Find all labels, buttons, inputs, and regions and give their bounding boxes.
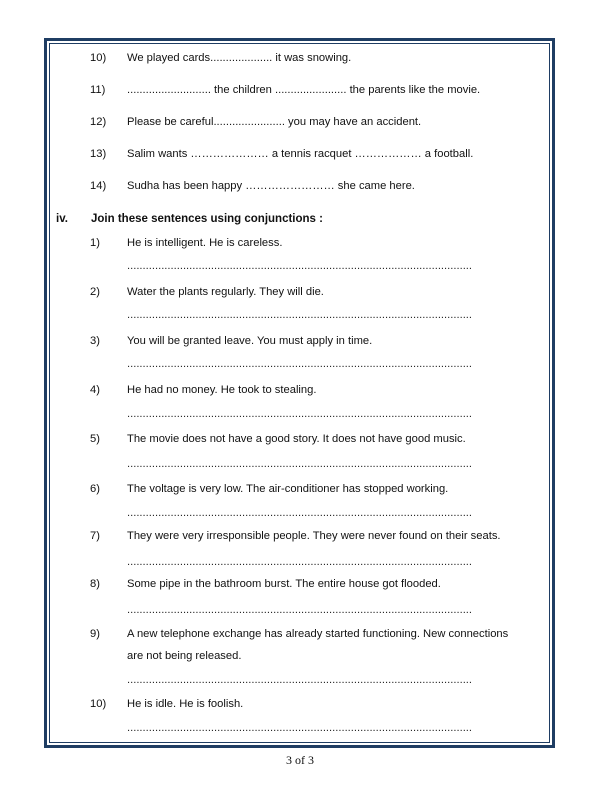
question-number: 9) (90, 628, 100, 640)
question-text: He is intelligent. He is careless. (127, 237, 283, 249)
item-number: 12) (90, 116, 107, 128)
question-text: Water the plants regularly. They will die. (127, 286, 324, 298)
item-text: We played cards.................... it was snowing. (127, 52, 352, 64)
item-text: Please be careful....................... you may have an accident. (127, 116, 422, 128)
question-text: You will be granted leave. You must apply in time. (127, 335, 373, 347)
item-number: 10) (90, 52, 107, 64)
question-number: 3) (90, 335, 100, 347)
item-number: 11) (90, 84, 106, 96)
section-title: Join these sentences using conjunctions : (91, 213, 323, 225)
question-number: 10) (90, 698, 107, 710)
question-number: 1) (90, 237, 100, 249)
item-text: Sudha has been happy …………………… she came here. (127, 180, 415, 192)
section-label: iv. (56, 213, 68, 225)
item-text: ........................... the children ....................... the parents like the movie. (127, 84, 481, 96)
question-text: The movie does not have a good story. It does not have good music. (127, 433, 466, 445)
item-text: Salim wants ………………… a tennis racquet ……………… a football. (127, 148, 474, 160)
question-text: He had no money. He took to stealing. (127, 384, 317, 396)
question-text: Some pipe in the bathroom burst. The entire house got flooded. (127, 578, 441, 590)
item-number: 13) (90, 148, 107, 160)
question-text: He is idle. He is foolish. (127, 698, 244, 710)
question-number: 6) (90, 483, 100, 495)
question-number: 8) (90, 578, 100, 590)
question-text: They were very irresponsible people. They were never found on their seats. (127, 530, 501, 542)
question-number: 2) (90, 286, 100, 298)
question-text-line2: are not being released. (127, 650, 242, 662)
question-text: A new telephone exchange has already started functioning. New connections (127, 628, 509, 640)
question-text: The voltage is very low. The air-conditioner has stopped working. (127, 483, 449, 495)
page-number: 3 of 3 (286, 753, 314, 767)
item-number: 14) (90, 180, 107, 192)
question-number: 7) (90, 530, 100, 542)
question-number: 5) (90, 433, 100, 445)
question-number: 4) (90, 384, 100, 396)
worksheet-content: 10) We played cards.................... it was snowing. 11) ........................... the children ....................... the parents like the movie. 12) Please be careful....................... you may have an accident. 13) Salim wants ………………… a tennis racquet ……………… a football. 14) Sudha has been happy …………………… she came here. iv. Join these sentences using conjunctions : 1) He is intelligent. He is careless. ............................................................................................................... 2) Water the plants regularly. They will die. ............................................................................................................... 3) You will be granted leave. You must apply in time. ............................................................................................................... 4) He had no money. He took to stealing. ............................................................................................................... 5) The movie does not have a good story. It does not have good music. ............................................................................................................... 6) The voltage is very low. The air-conditioner has stopped working. ............................................................................................................... 7) They were very irresponsible people. They were never found on their seats. ............................................................................................................... 8) Some pipe in the bathroom burst. The entire house got flooded. ............................................................................................................... 9) A new telephone exchange has already started functioning. New connections are not being released. ............................................................................................................... 10) He is idle. He is foolish. ............................................................................................................... (56, 52, 509, 734)
